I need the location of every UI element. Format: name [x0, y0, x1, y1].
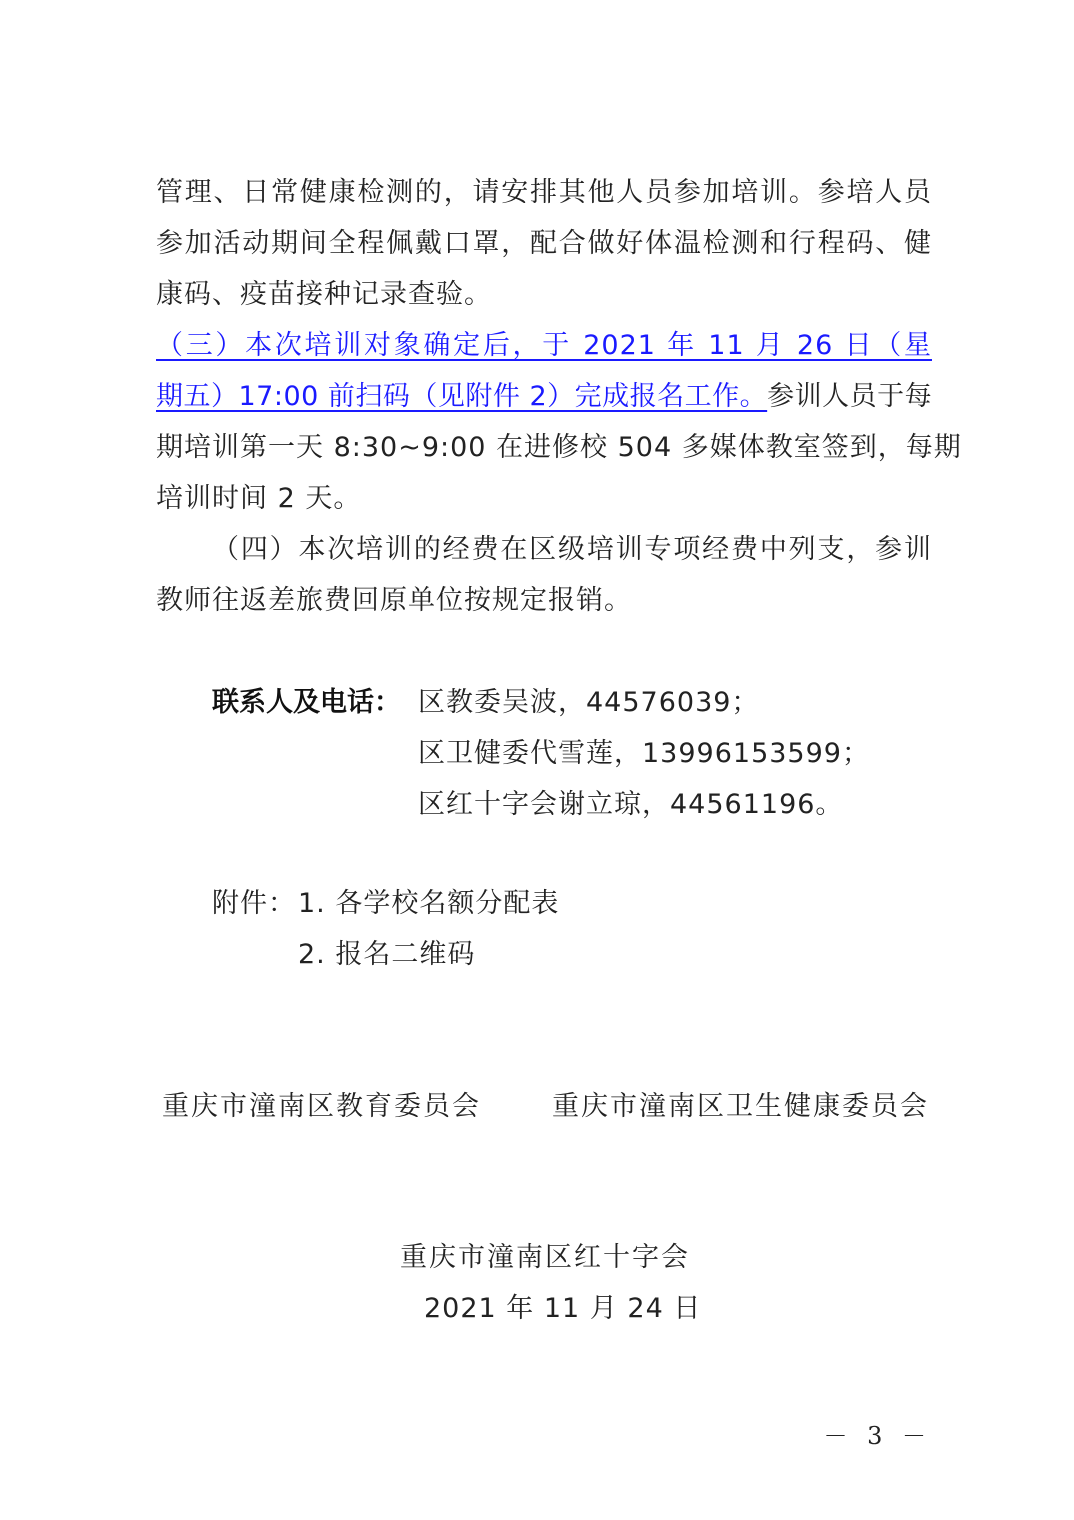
paragraph-1-line-3: 康码、疫苗接种记录查验。: [156, 279, 492, 310]
paragraph-1-line-1: 管理、日常健康检测的，请安排其他人员参加培训。参培人员: [156, 177, 932, 208]
signature-red-cross: 重庆市潼南区红十字会: [400, 1242, 690, 1273]
page-number: － 3 －: [823, 1422, 932, 1450]
paragraph-2-line-2-rest: 参训人员于每: [767, 381, 933, 412]
paragraph-3-line-2: 教师往返差旅费回原单位按规定报销。: [156, 585, 632, 616]
contact-item-2: 区卫健委代雪莲，13996153599；: [418, 738, 870, 769]
registration-link-line-2[interactable]: 期五）17:00 前扫码（见附件 2）完成报名工作。: [156, 381, 768, 412]
signature-education-committee: 重庆市潼南区教育委员会: [162, 1091, 481, 1122]
paragraph-2-line-2: [156, 380, 932, 414]
signature-date: 2021 年 11 月 24 日: [424, 1293, 702, 1324]
registration-link-line-1[interactable]: （三）本次培训对象确定后，于 2021 年 11 月 26 日（星: [156, 330, 932, 361]
contact-item-1: 区教委吴波，44576039；: [418, 687, 760, 718]
attachments-label: 附件：: [212, 888, 296, 919]
paragraph-2-line-3: 期培训第一天 8:30~9:00 在进修校 504 多媒体教室签到，每期: [156, 432, 962, 463]
paragraph-3-line-1: （四）本次培训的经费在区级培训专项经费中列支，参训: [212, 534, 932, 565]
contacts-label: 联系人及电话：: [212, 687, 401, 718]
attachment-item-1: 1. 各学校名额分配表: [298, 888, 560, 919]
contact-item-3: 区红十字会谢立琼，44561196。: [418, 789, 844, 820]
signature-health-committee: 重庆市潼南区卫生健康委员会: [552, 1091, 929, 1122]
paragraph-1-line-2: 参加活动期间全程佩戴口罩，配合做好体温检测和行程码、健: [156, 228, 932, 259]
attachment-item-2: 2. 报名二维码: [298, 939, 476, 970]
paragraph-2-line-4: 培训时间 2 天。: [156, 483, 362, 514]
